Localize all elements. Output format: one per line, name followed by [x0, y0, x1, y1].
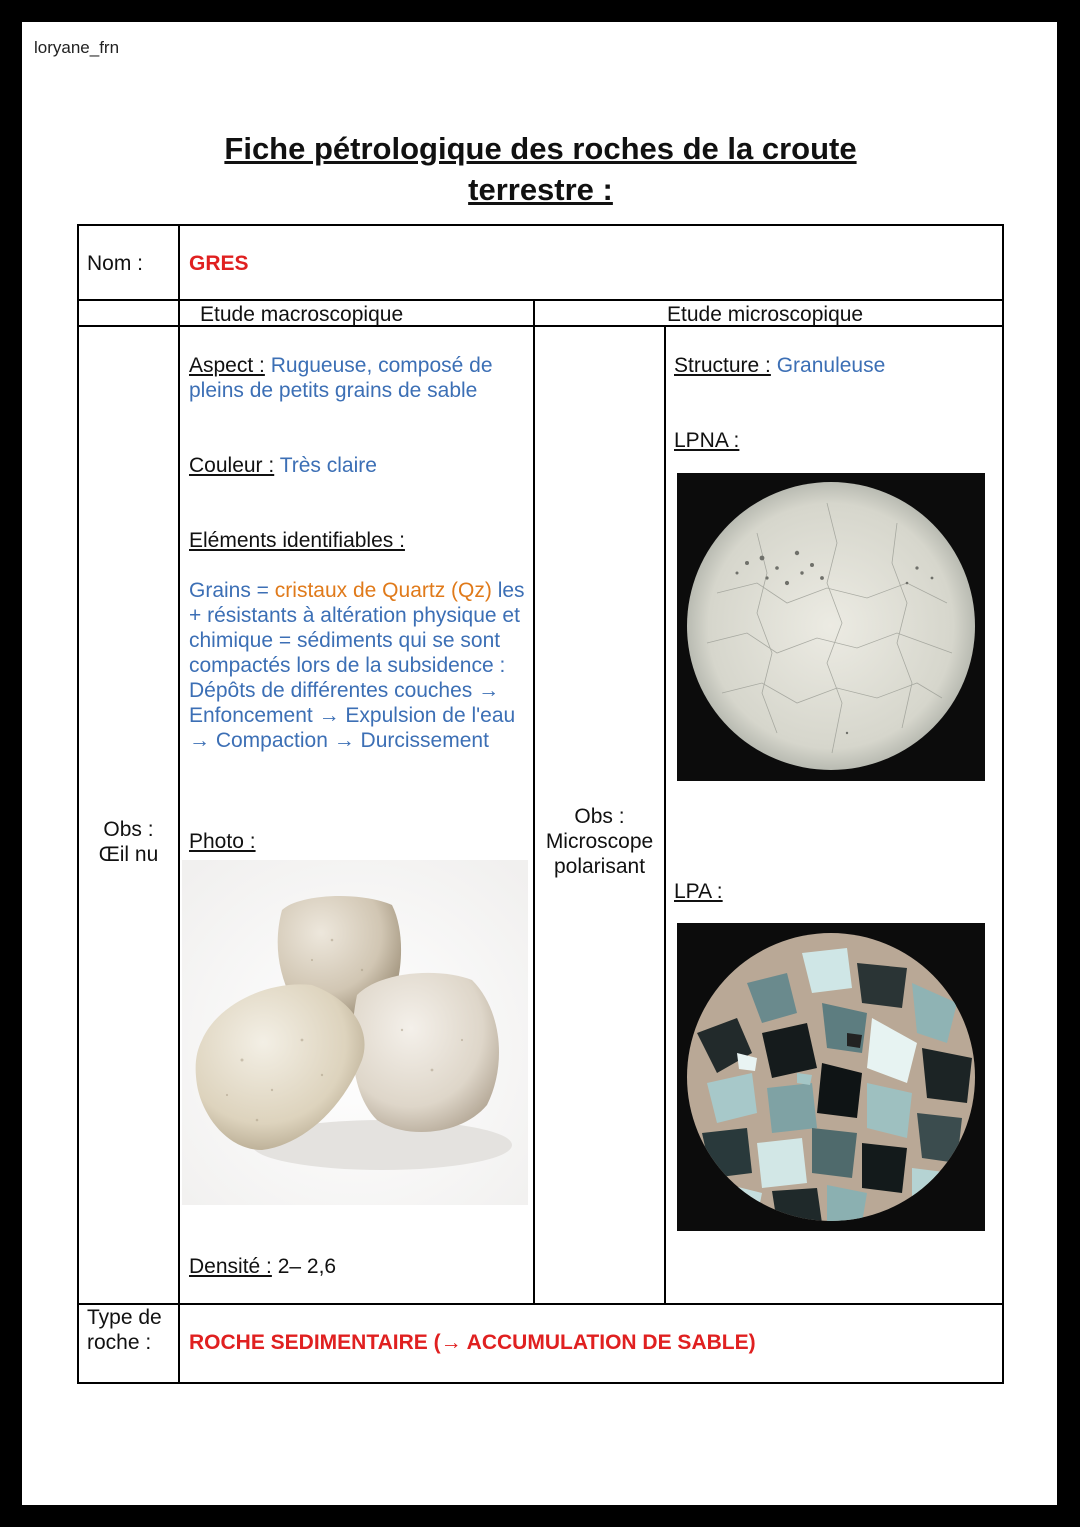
- micro-header: Etude microscopique: [667, 303, 864, 326]
- page-title: Fiche pétrologique des roches de la croute terrestre :: [224, 131, 857, 207]
- table-border-left: [77, 224, 79, 1384]
- couleur-text: [189, 453, 377, 478]
- photo-label: Photo :: [189, 830, 256, 853]
- table-line-type-top: [77, 1303, 1003, 1305]
- table-line-label-col: [178, 224, 180, 1384]
- lpa-label: LPA :: [674, 880, 723, 903]
- aspect-text: [189, 353, 524, 403]
- obs-micro-label: [535, 804, 664, 879]
- table-border-bottom: [77, 1382, 1003, 1384]
- macro-header: Etude macroscopique: [200, 303, 404, 326]
- obs-micro-line1: Obs :: [574, 805, 625, 828]
- table-line-macro-right: [533, 299, 535, 1304]
- obs-eye-line2: Œil nu: [98, 843, 159, 866]
- aspect-label: Aspect :: [189, 354, 265, 377]
- rock-name: GRES: [189, 252, 249, 275]
- aspect-value: Rugueuse, composé de pleins de petits grains de sable: [189, 354, 493, 402]
- sandstone-photo: [182, 860, 528, 1205]
- couleur-label: Couleur :: [189, 454, 275, 477]
- table-line-obs-micro-right: [664, 325, 666, 1304]
- elements-label: Eléments identifiables :: [189, 529, 405, 552]
- densite-value: 2– 2,6: [277, 1255, 337, 1278]
- quartz-text: cristaux de Quartz (Qz): [274, 579, 492, 602]
- lpna-label: LPNA :: [674, 429, 740, 452]
- obs-eye-label: [79, 817, 178, 867]
- username: loryane_frn: [34, 38, 120, 57]
- densite-label: Densité :: [189, 1255, 272, 1278]
- process-text: Dépôts de différentes couches → Enfoncement → Expulsion de l'eau → Compaction → Durcissement: [189, 679, 516, 752]
- couleur-value: Très claire: [279, 454, 377, 477]
- rock-type: ROCHE SEDIMENTAIRE (→ ACCUMULATION DE SABLE): [189, 1331, 756, 1354]
- type-label: Type de roche :: [87, 1306, 162, 1354]
- elements-text: [189, 578, 525, 753]
- structure-value: Granuleuse: [776, 354, 886, 377]
- elements-description: les + résistants à altération physique et chimique = sédiments qui se sont compactés lors de la subsidence :: [189, 579, 525, 677]
- obs-micro-line3: polarisant: [553, 855, 646, 878]
- lpna-micrograph: [677, 473, 985, 781]
- obs-micro-line2: Microscope: [545, 830, 654, 853]
- densite-text: [189, 1254, 336, 1279]
- table-border-right: [1002, 224, 1004, 1384]
- table-border-top: [77, 224, 1003, 226]
- obs-eye-line1: Obs :: [103, 818, 154, 841]
- name-label: Nom :: [87, 252, 144, 275]
- grains-text: Grains =: [189, 579, 275, 602]
- page: [22, 22, 1057, 1505]
- structure-label: Structure :: [674, 354, 771, 377]
- structure-text: [674, 353, 885, 378]
- table-line-name-bottom: [77, 299, 1003, 301]
- lpa-micrograph: [677, 923, 985, 1231]
